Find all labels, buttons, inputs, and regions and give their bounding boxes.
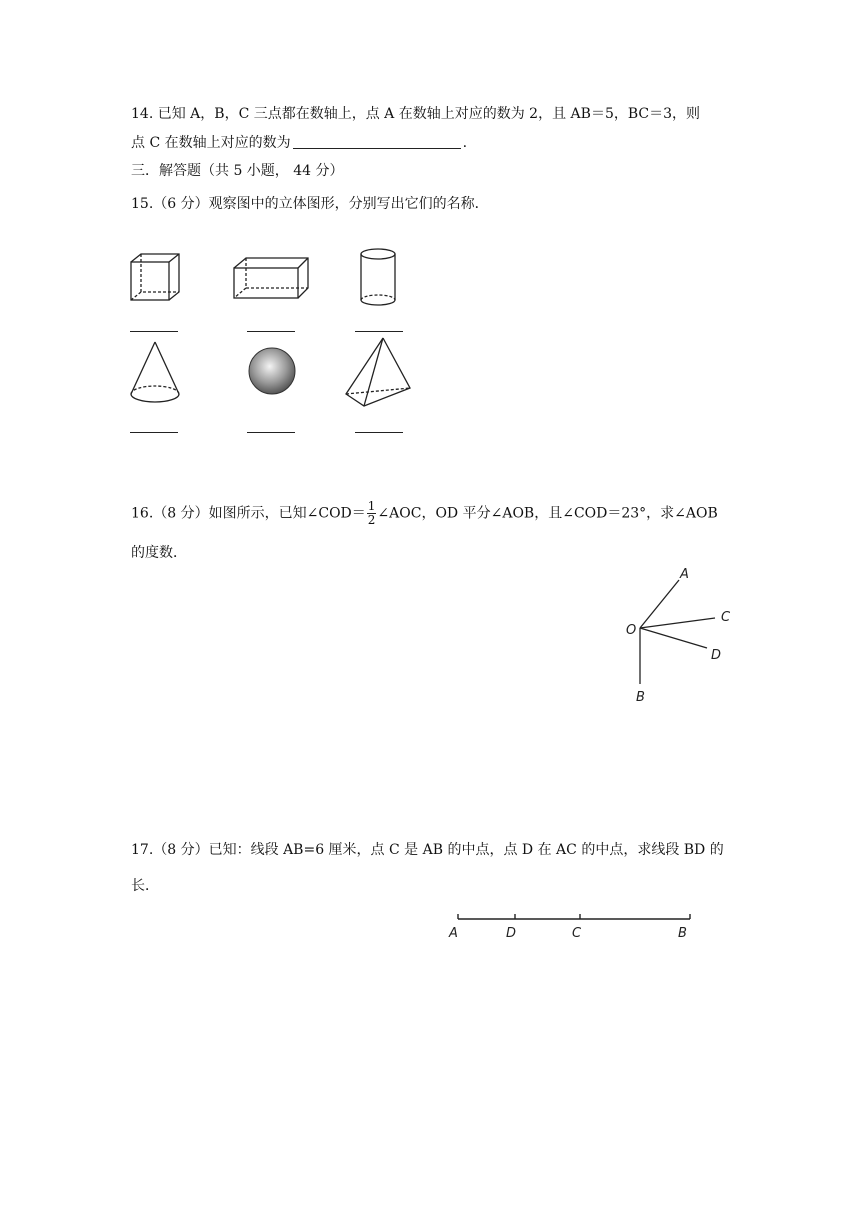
ray-od [640, 628, 707, 648]
cylinder-icon [361, 249, 395, 305]
label-b: B [636, 690, 645, 705]
q16-text-part2: ∠AOC，OD 平分∠AOB，且∠COD＝23°，求∠AOB [377, 505, 718, 522]
ray-oc [640, 618, 715, 628]
q17-line2: 长． [131, 878, 159, 894]
label-c: C [721, 610, 731, 625]
cube-answer-line[interactable] [130, 331, 178, 332]
sphere-answer-line[interactable] [247, 432, 295, 433]
seg-label-c: C [572, 926, 582, 941]
q16-text-part1: 16.（8 分）如图所示，已知∠COD＝ [131, 505, 366, 522]
angle-figure [615, 560, 745, 710]
segment-figure [440, 905, 710, 950]
q16-line2: 的度数． [131, 545, 187, 561]
q14-line1: 14. 已知 A，B，C 三点都在数轴上，点 A 在数轴上对应的数为 2，且 AB＝5，BC＝3，则 [131, 106, 701, 122]
q16-line1 [131, 500, 718, 527]
label-d: D [711, 648, 722, 663]
q14-line2-text: 点 C 在数轴上对应的数为 [131, 135, 291, 151]
cylinder-answer-line[interactable] [355, 331, 403, 332]
q17-line1: 17.（8 分）已知：线段 AB=6 厘米，点 C 是 AB 的中点，点 D 在 AC 的中点，求线段 BD 的 [131, 842, 724, 858]
fraction-numerator: 1 [367, 499, 376, 513]
q14-line2-end: . [462, 135, 468, 151]
q14-answer-blank[interactable] [293, 134, 461, 149]
seg-label-a: A [449, 926, 458, 941]
ray-oa [640, 580, 679, 628]
cuboid-answer-line[interactable] [247, 331, 295, 332]
seg-label-b: B [678, 926, 687, 941]
label-o: O [626, 623, 637, 638]
q14-line2 [131, 133, 467, 153]
sphere-icon [249, 348, 295, 394]
pyramid-icon [346, 338, 410, 406]
q15-solids-figure [120, 240, 420, 440]
fraction-denominator: 2 [367, 513, 376, 527]
label-a: A [680, 567, 689, 582]
cuboid-icon [234, 258, 308, 298]
q15-question: 15.（6 分）观察图中的立体图形，分别写出它们的名称． [131, 196, 489, 212]
cone-answer-line[interactable] [130, 432, 178, 433]
section3-title: 三．解答题（共 5 小题， 44 分） [131, 163, 344, 179]
pyramid-answer-line[interactable] [355, 432, 403, 433]
half-fraction [367, 500, 377, 527]
cone-icon [131, 342, 179, 402]
seg-label-d: D [506, 926, 517, 941]
cube-icon [131, 254, 179, 300]
